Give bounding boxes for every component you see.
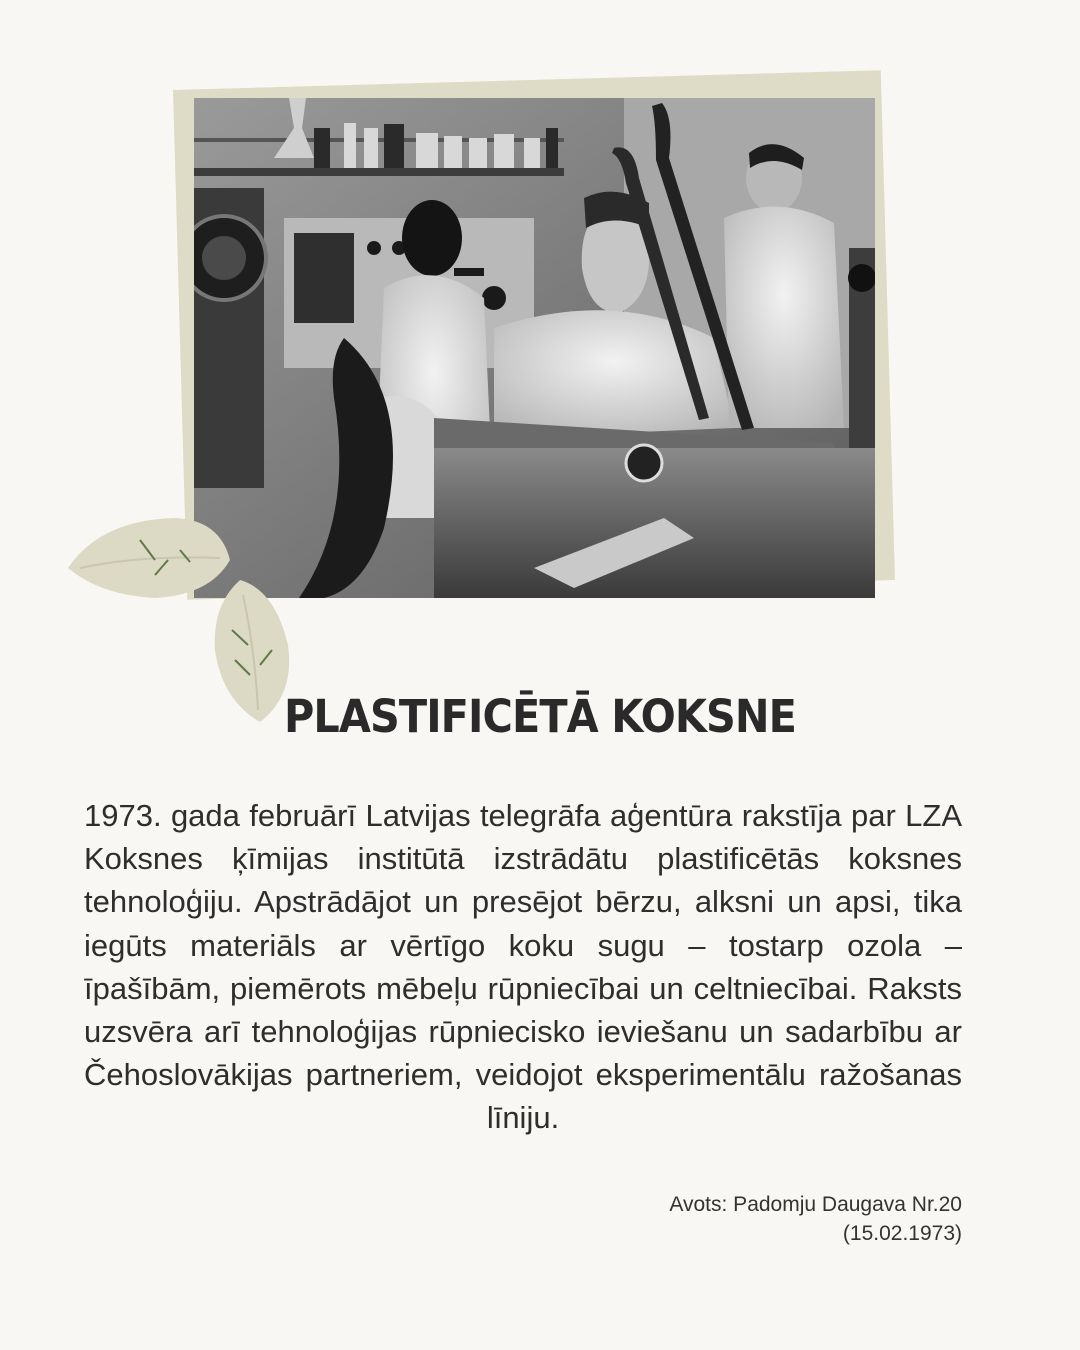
page-title: PLASTIFICĒTĀ KOKSNE bbox=[283, 690, 797, 743]
source-citation bbox=[669, 1190, 962, 1248]
source-date: (15.02.1973) bbox=[842, 1222, 962, 1245]
source-publication: Avots: Padomju Daugava Nr.20 bbox=[669, 1193, 962, 1216]
article-body: 1973. gada februārī Latvijas telegrāfa aģentūra rakstīja par LZA Koksnes ķīmijas institūtā izstrādātu plastificētās koksnes tehnoloģiju. Apstrādājot un presējot bērzu, alksni un apsi, tika iegūts materiāls ar vērtīgo koku sugu – tostarp ozola – īpašībām, piemērots mēbeļu rūpniecībai un celtniecībai. Raksts uzsvēra arī tehnoloģijas rūpniecisko ieviešanu un sadarbību ar Čehoslovākijas partneriem, veidojot eksperimentālu ražošanas līniju. bbox=[84, 798, 962, 1136]
